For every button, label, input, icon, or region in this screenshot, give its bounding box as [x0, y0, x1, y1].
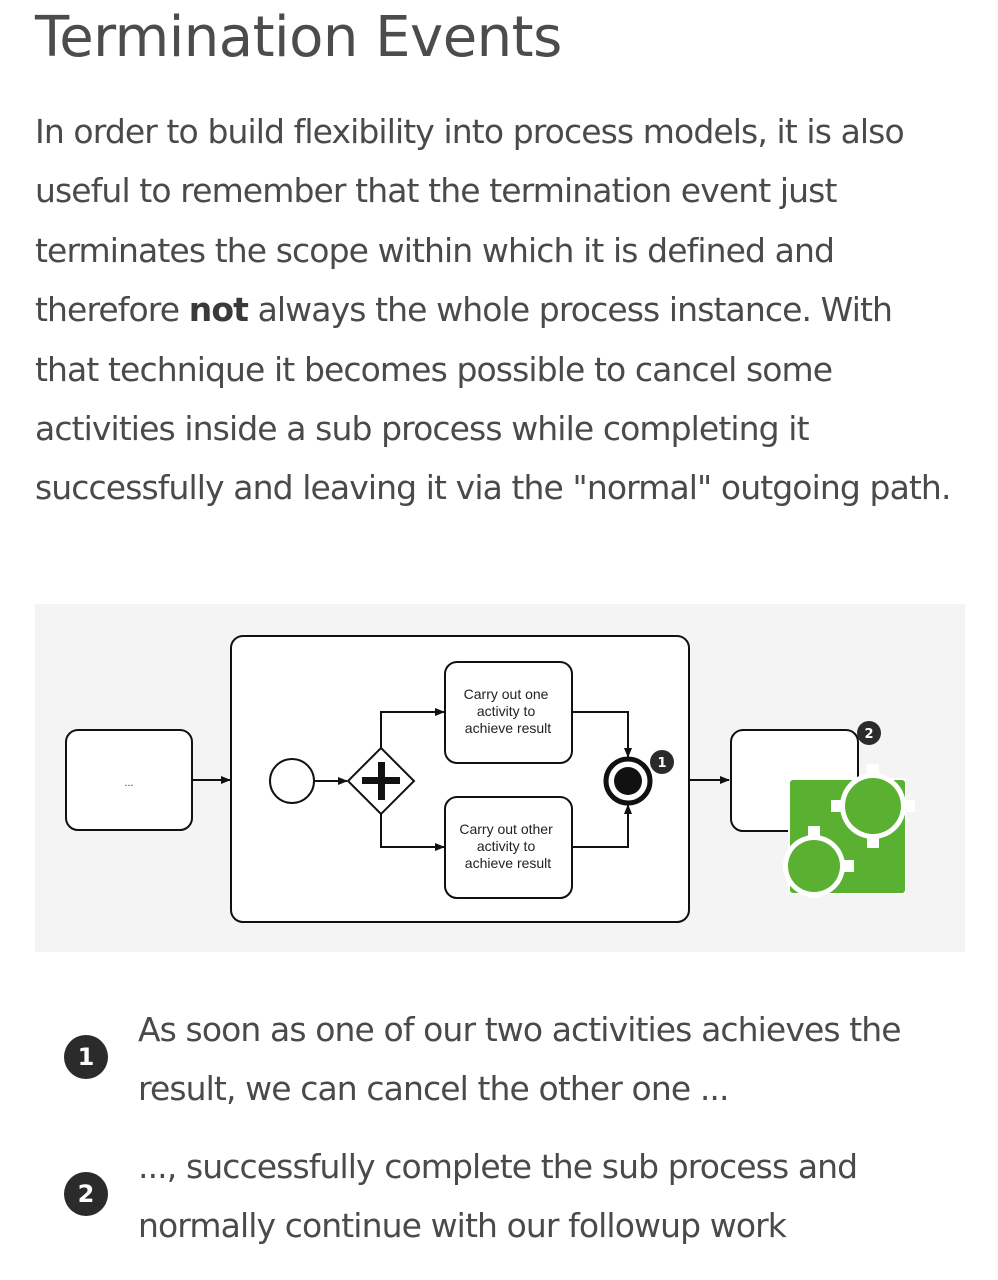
callout-text: As soon as one of our two activities achieves the result, we can cancel the other one ...: [138, 1010, 901, 1108]
callout-number-badge: 2: [64, 1172, 108, 1216]
bpmn-diagram: [35, 604, 965, 952]
callout-number-badge: 1: [64, 1035, 108, 1079]
task-one-line-3: achieve result: [464, 720, 552, 736]
marker-badge-2-label: 2: [864, 727, 874, 742]
marker-badge-2: [857, 721, 881, 745]
gears-logo-icon: [783, 764, 915, 898]
task-two-line-1: Carry out other: [459, 821, 553, 837]
page-title: Termination Events: [35, 5, 562, 70]
intro-text-part2: always the whole process instance. With that technique it becomes possible to cancel some activities inside a sub process while completing it successfully and leaving it via the "normal" outgoing path.: [35, 290, 951, 508]
start-event: [270, 759, 314, 803]
intro-text-part1: In order to build flexibility into process models, it is also useful to remember that the termination event just terminates the scope within which it is defined and therefore: [35, 112, 904, 330]
preceding-task-label: ...: [124, 777, 134, 789]
marker-badge-1-label: 1: [657, 756, 667, 771]
terminate-end-event: [606, 759, 650, 803]
task-two-line-2: activity to: [476, 838, 536, 854]
marker-badge-1: [650, 750, 674, 774]
intro-emphasis: not: [188, 290, 248, 330]
callout-text: ..., successfully complete the sub process and normally continue with our followup work: [138, 1147, 858, 1245]
task-two-line-3: achieve result: [464, 855, 552, 871]
intro-paragraph: [35, 102, 965, 518]
task-one-label: [464, 686, 553, 736]
task-one-line-2: activity to: [476, 703, 536, 719]
task-one-line-1: Carry out one: [463, 686, 549, 702]
